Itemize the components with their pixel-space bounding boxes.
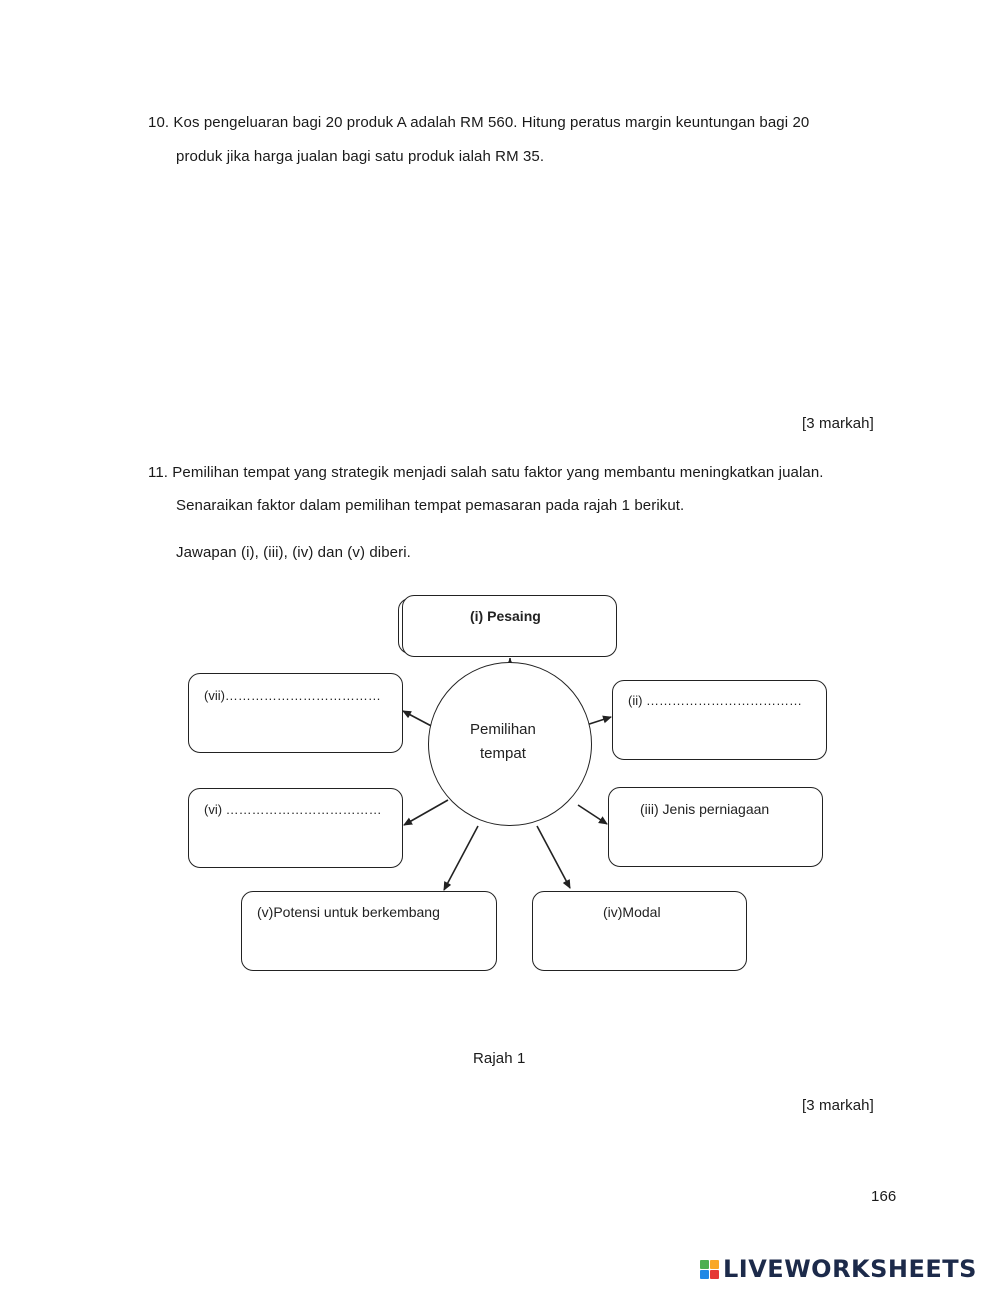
arrow-to-right-lower-box — [578, 805, 607, 824]
right-lower-box-label: (iii) Jenis perniagaan — [640, 801, 770, 817]
logo-square-3 — [700, 1270, 709, 1279]
arrow-to-bottom-left-box — [444, 826, 478, 890]
center-circle — [428, 662, 592, 826]
arrow-to-bottom-right-box — [537, 826, 570, 888]
question-11-marks: [3 markah] — [802, 1097, 874, 1114]
liveworksheets-logo-text: LIVEWORKSHEETS — [723, 1255, 977, 1283]
bottom-right-box-label: (iv)Modal — [603, 904, 661, 920]
question-11-line-2: Senaraikan faktor dalam pemilihan tempat pemasaran pada rajah 1 berikut. — [176, 497, 685, 514]
right-upper-box — [612, 680, 827, 760]
bottom-right-box — [532, 891, 747, 971]
right-upper-box-label[interactable]: (ii) ……………………………… — [628, 693, 803, 708]
left-lower-box — [188, 788, 403, 868]
center-text-line-1: Pemilihan — [470, 721, 536, 738]
top-box-label: (i) Pesaing — [470, 608, 541, 624]
logo-square-2 — [710, 1260, 719, 1269]
question-10-line-1: 10. Kos pengeluaran bagi 20 produk A adalah RM 560. Hitung peratus margin keuntungan bagi 20 — [148, 114, 810, 131]
arrow-to-left-lower-box — [404, 800, 448, 825]
left-lower-box-label[interactable]: (vi) ……………………………… — [204, 802, 382, 817]
question-11-line-3: Jawapan (i), (iii), (iv) dan (v) diberi. — [176, 544, 411, 561]
bottom-left-box — [241, 891, 497, 971]
center-text-line-2: tempat — [480, 745, 526, 762]
liveworksheets-logo — [700, 1254, 977, 1284]
diagram-caption: Rajah 1 — [473, 1050, 526, 1067]
question-10-line-2: produk jika harga jualan bagi satu produk ialah RM 35. — [176, 148, 545, 165]
logo-square-1 — [700, 1260, 709, 1269]
liveworksheets-logo-icon — [700, 1260, 719, 1279]
bottom-left-box-label: (v)Potensi untuk berkembang — [257, 904, 440, 920]
page-number: 166 — [871, 1188, 897, 1205]
top-box — [402, 595, 617, 657]
left-upper-box — [188, 673, 403, 753]
left-upper-box-label[interactable]: (vii)……………………………… — [204, 688, 381, 703]
logo-square-4 — [710, 1270, 719, 1279]
question-10-marks: [3 markah] — [802, 415, 874, 432]
right-lower-box — [608, 787, 823, 867]
question-11-line-1: 11. Pemilihan tempat yang strategik menjadi salah satu faktor yang membantu meningkatkan jualan. — [148, 464, 824, 481]
